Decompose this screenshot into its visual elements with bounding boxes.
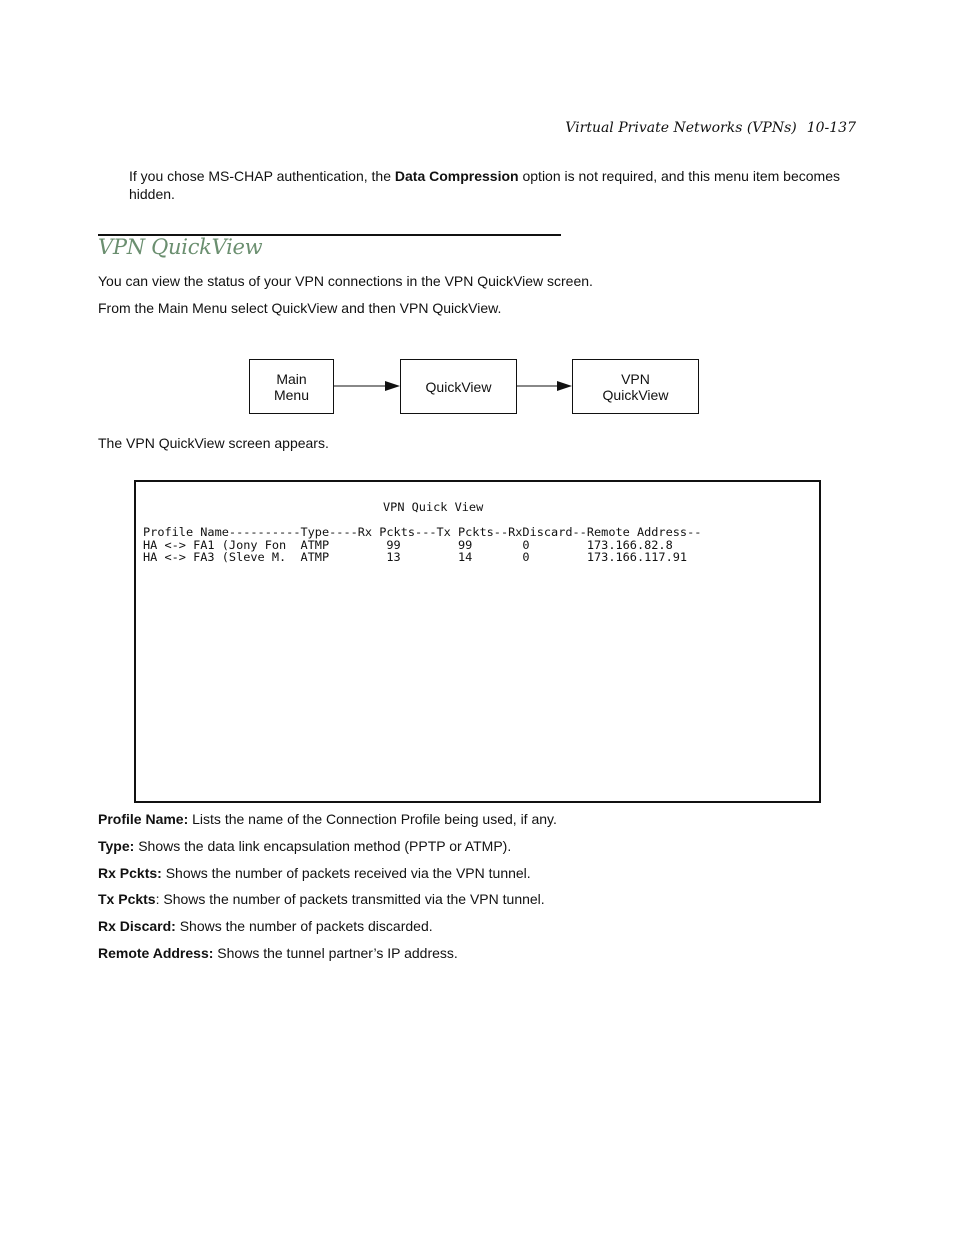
intro-paragraph-2: From the Main Menu select QuickView and then VPN QuickView.: [98, 300, 502, 316]
flow-box-vpn-quickview-line-2: QuickView: [602, 386, 669, 403]
definition-term: Profile Name:: [98, 811, 189, 827]
definition-text: Shows the data link encapsulation method (PPTP or ATMP).: [134, 838, 512, 854]
screen-row-2[interactable]: HA <-> FA3 (Sleve M. ATMP 13 14 0 173.166.117.91: [143, 550, 688, 564]
definition-term: Rx Pckts:: [98, 865, 162, 881]
flow-box-quickview-label: QuickView: [425, 378, 492, 395]
note-text-post: option is not required, and this menu item becomes hidden.: [129, 168, 840, 202]
definition-text: Shows the number of packets received via the VPN tunnel.: [161, 865, 531, 881]
arrowhead-2: [557, 381, 572, 391]
definition-term: Rx Discard:: [98, 918, 176, 934]
flow-box-quickview: [400, 359, 517, 414]
intro-paragraph-1: You can view the status of your VPN connections in the VPN QuickView screen.: [98, 273, 593, 289]
definition-profile-name: [98, 810, 557, 828]
note-text-pre: If you chose MS-CHAP authentication, the: [129, 168, 395, 184]
definition-text: Lists the name of the Connection Profile being used, if any.: [188, 811, 557, 827]
definition-rx-discard: [98, 917, 433, 935]
screen-column-header: Profile Name----------Type----Rx Pckts---Tx Pckts--RxDiscard--Remote Address--: [143, 525, 702, 539]
header-section: Virtual Private Networks (VPNs): [565, 120, 797, 136]
definition-text: Shows the number of packets discarded.: [175, 918, 433, 934]
definition-text: : Shows the number of packets transmitted via the VPN tunnel.: [155, 891, 545, 907]
header-page-number: 10-137: [806, 120, 856, 136]
flow-box-vpn-quickview: [572, 359, 699, 414]
screen-title: VPN Quick View: [383, 500, 484, 514]
definition-type: [98, 837, 511, 855]
definition-tx-pckts: [98, 890, 545, 908]
section-title: VPN QuickView: [98, 235, 263, 259]
flow-box-main-menu: [249, 359, 334, 414]
definition-term: Tx Pckts: [98, 891, 156, 907]
flow-box-main-menu-line-1: Main: [276, 370, 307, 387]
arrowhead-1: [385, 381, 400, 391]
note-text-bold: Data Compression: [394, 168, 519, 184]
definition-rx-pckts: [98, 864, 531, 882]
vpn-quick-view-screen: [134, 480, 821, 803]
definition-term: Type:: [98, 838, 135, 854]
screen-row-1[interactable]: HA <-> FA1 (Jony Fon ATMP 99 99 0 173.166.82.8: [143, 538, 673, 552]
definition-text: Shows the tunnel partner’s IP address.: [213, 945, 458, 961]
definition-remote-address: [98, 944, 458, 962]
flow-box-main-menu-line-2: Menu: [273, 386, 310, 403]
flow-box-vpn-quickview-line-1: VPN: [621, 370, 650, 387]
screen-appears-text: The VPN QuickView screen appears.: [98, 435, 329, 451]
definition-term: Remote Address:: [98, 945, 214, 961]
